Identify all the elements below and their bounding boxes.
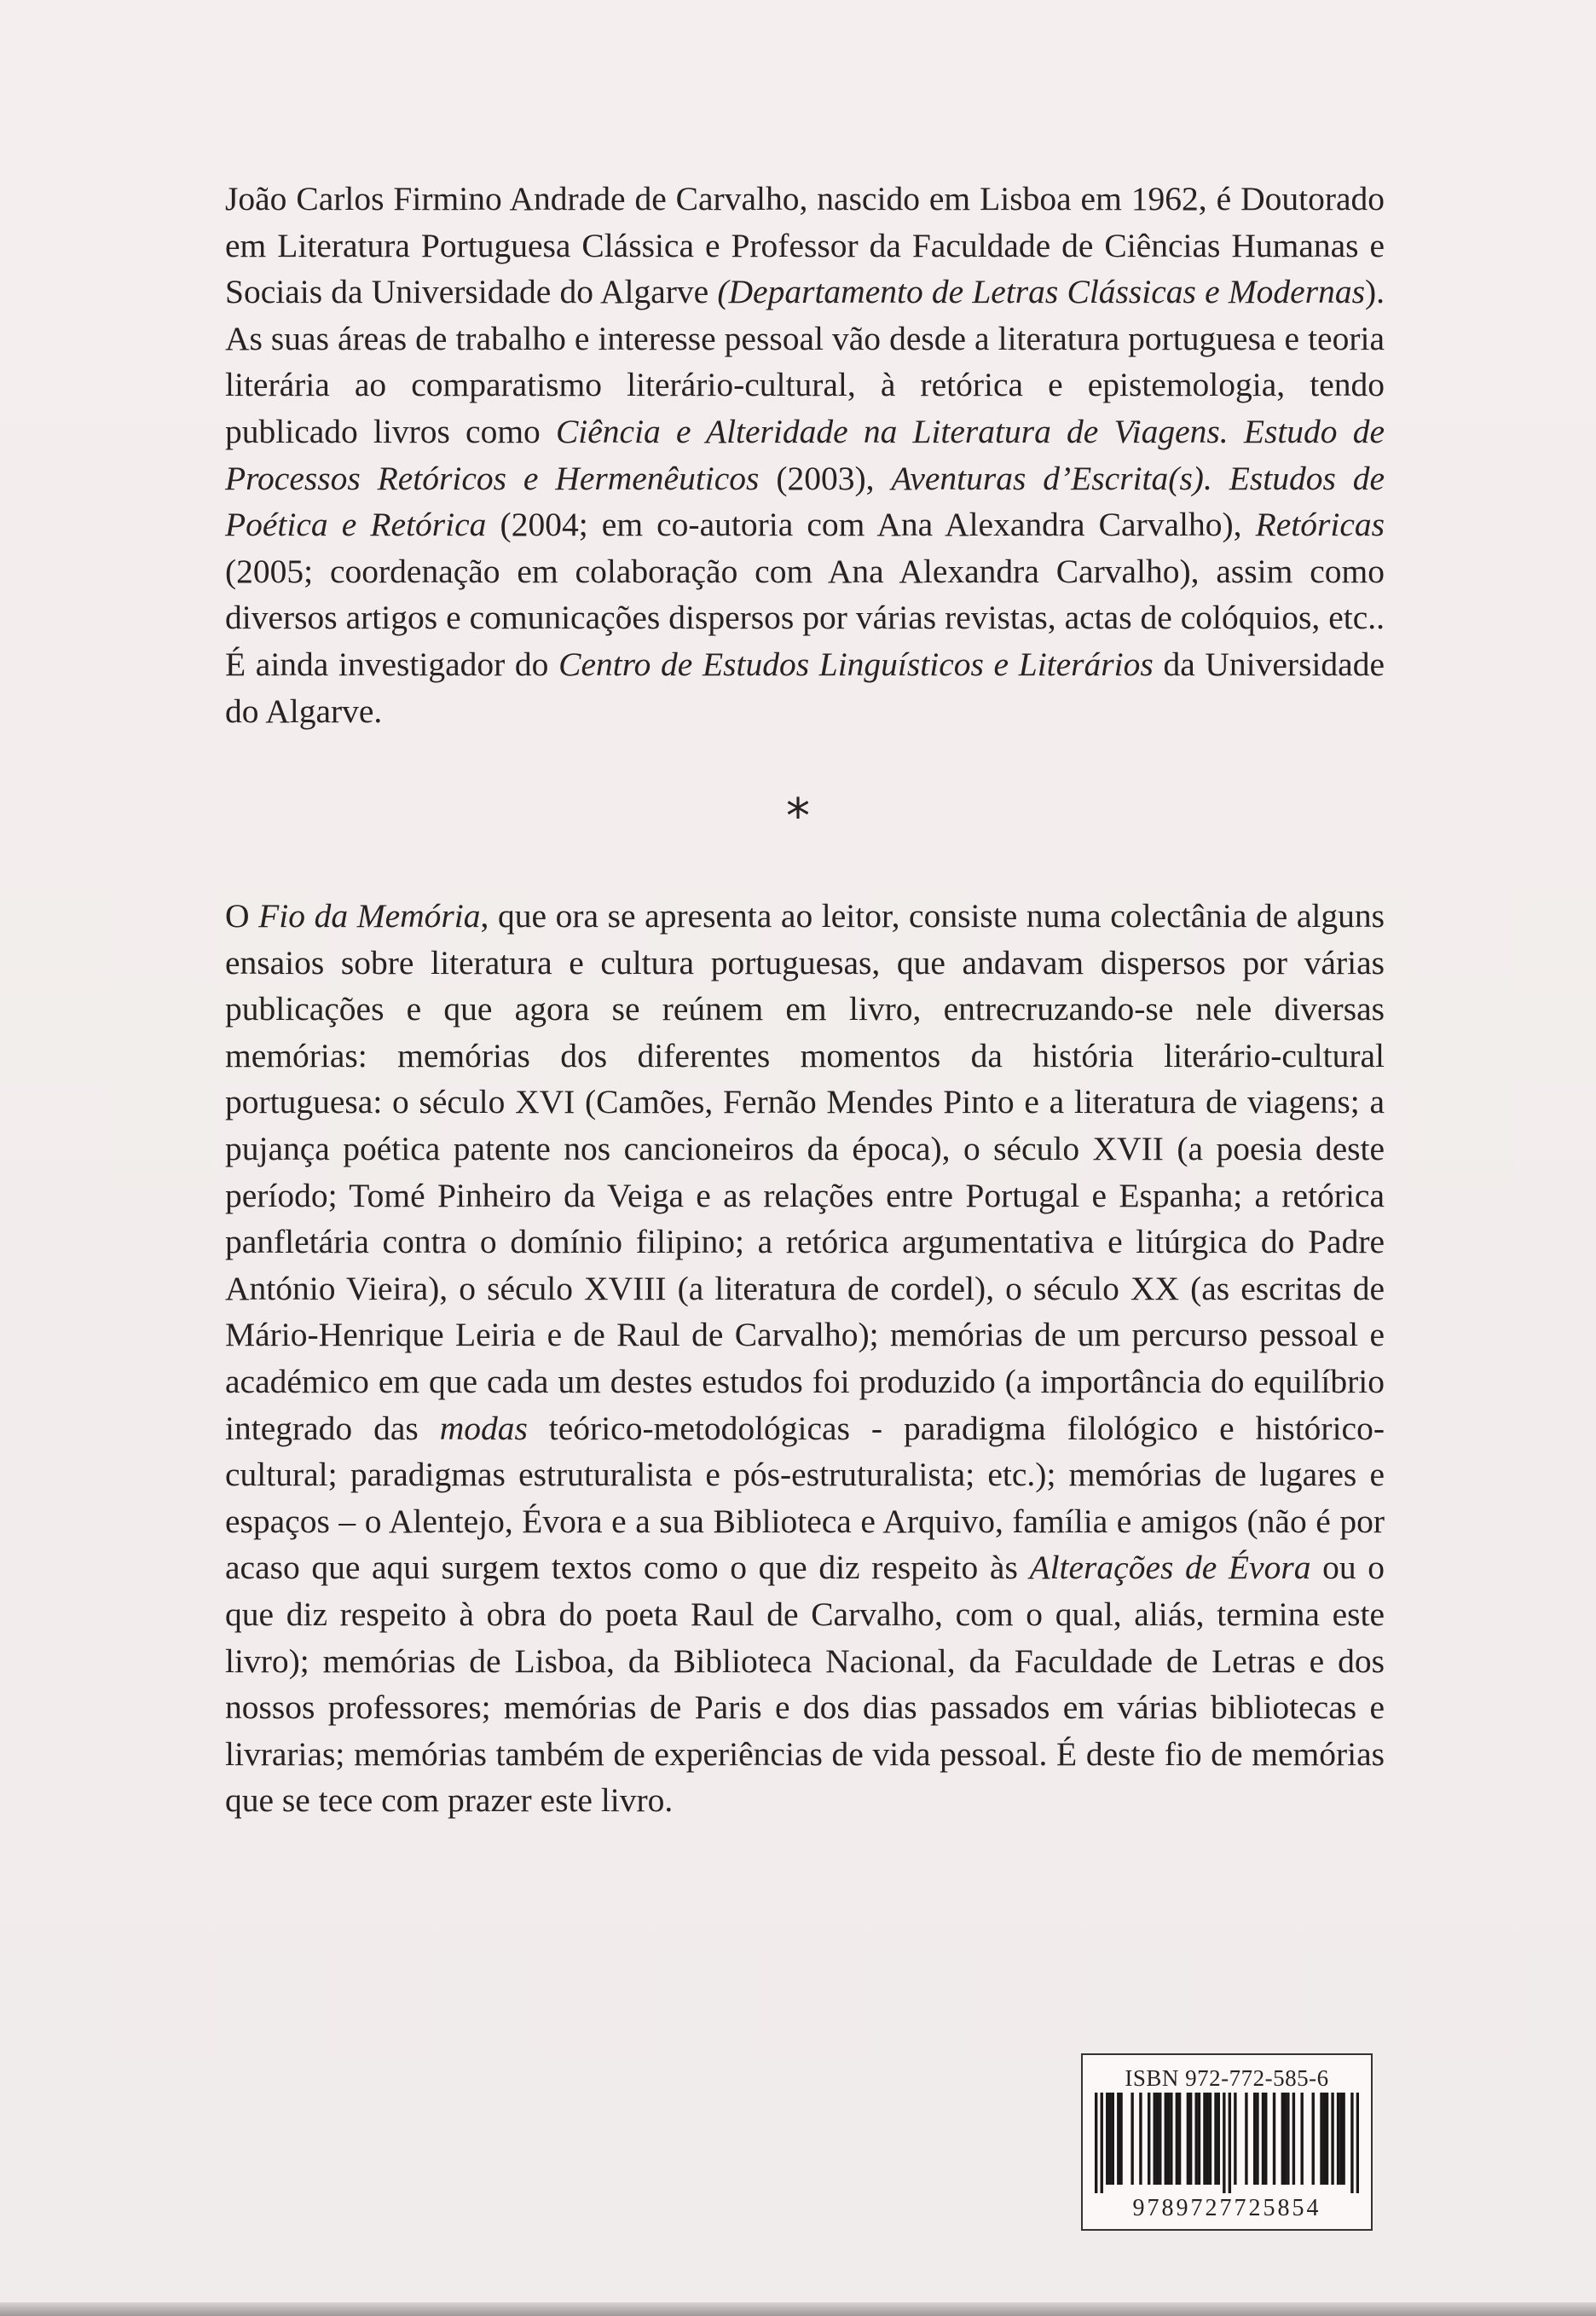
barcode-bar: [1356, 2093, 1359, 2193]
barcode-bar: [1167, 2093, 1170, 2185]
barcode-bar: [1117, 2093, 1119, 2185]
barcode-icon: [1095, 2093, 1359, 2193]
barcode-bar: [1214, 2093, 1217, 2185]
barcode-bar: [1154, 2093, 1156, 2185]
barcode-bar: [1139, 2093, 1142, 2185]
text-run: teórico-metodológicas - paradigma filológico e histórico-cultural; paradigmas estruturalista e pós-estruturalista; etc.); memórias de lugares e espaços – o Alentejo, Évora e a sua Biblioteca e Arquivo, família e amigos (não é por acaso que aqui surgem textos como o que diz respeito às: [225, 1409, 1385, 1587]
barcode-bar: [1203, 2093, 1206, 2185]
italic-title-run: Alterações de Évora: [1029, 1549, 1311, 1587]
barcode-bar: [1337, 2093, 1339, 2185]
barcode-bar: [1178, 2093, 1181, 2185]
barcode-bar: [1262, 2093, 1264, 2185]
barcode-bar: [1119, 2093, 1122, 2185]
isbn-label: ISBN 972-772-585-6: [1125, 2065, 1329, 2091]
barcode-bar: [1331, 2093, 1333, 2185]
barcode-bar: [1312, 2093, 1315, 2185]
text-run: da Universidade do Algarve.: [225, 645, 1385, 730]
barcode-bar: [1130, 2093, 1133, 2185]
barcode-bar: [1187, 2093, 1189, 2185]
section-separator-asterisk: *: [786, 789, 810, 844]
barcode-bar: [1209, 2093, 1211, 2185]
italic-title-run: Ciência e Alteridade na Literatura de Viagens. Estudo de Processos Retóricos e Hermenêuticos: [225, 412, 1385, 497]
barcode-bar: [1287, 2093, 1289, 2185]
barcode-bar: [1326, 2093, 1328, 2185]
italic-title-run: Retóricas: [1255, 506, 1385, 544]
barcode-bar: [1189, 2093, 1192, 2185]
barcode-bar: [1106, 2093, 1108, 2185]
barcode-bar: [1342, 2093, 1344, 2185]
barcode-bar: [1253, 2093, 1256, 2185]
italic-title-run: Centro de Estudos Linguísticos e Literários: [558, 645, 1154, 683]
barcode-bar: [1223, 2093, 1225, 2193]
barcode-bar: [1206, 2093, 1209, 2185]
barcode-bar: [1320, 2093, 1322, 2185]
barcode-bar: [1148, 2093, 1150, 2185]
barcode-bar: [1350, 2093, 1353, 2193]
barcode-bar: [1323, 2093, 1326, 2185]
barcode-bar: [1194, 2093, 1197, 2185]
barcode-bar: [1170, 2093, 1172, 2185]
barcode-bar: [1101, 2093, 1103, 2193]
italic-title-run: Fio da Memória: [258, 897, 481, 935]
barcode-bar: [1339, 2093, 1342, 2185]
barcode-bar: [1108, 2093, 1111, 2185]
barcode-bar: [1229, 2093, 1231, 2193]
text-run: João Carlos Firmino Andrade de Carvalho, nascido em Lisboa em 1962, é Doutorado em Literatura Portuguesa Clássica e Professor da Faculdade de Ciências Humanas e Sociais da Universidade do Algarve: [225, 180, 1385, 311]
text-run: (2005; coordenação em colaboração com Ana Alexandra Carvalho), assim como diversos artigos e comunicações dispersos por várias revistas, actas de colóquios, etc.. É ainda investigador do: [225, 552, 1385, 683]
barcode-bar: [1159, 2093, 1161, 2185]
text-run: , que ora se apresenta ao leitor, consiste numa colectânia de alguns ensaios sobre literatura e cultura portuguesas, que andavam dispersos por várias publicações e que agora se reúnem em livro, entrecruzando-se nele diversas memórias: memórias dos diferentes momentos da história literário-cultural portuguesa: o século XVI (Camões, Fernão Mendes Pinto e a literatura de viagens; a pujança poética patente nos cancioneiros da época), o século XVII (a poesia deste período; Tomé Pinheiro da Veiga e as relações entre Portugal e Espanha; a retórica panfletária contra o domínio filipino; a retórica argumentativa e litúrgica do Padre António Vieira), o século XVIII (a literatura de cordel), o século XX (as escritas de Mário-Henrique Leiria e de Raul de Carvalho); memórias de um percurso pessoal e académico em que cada um destes estudos foi produzido (a importância do equilíbrio integrado das: [225, 897, 1385, 1447]
barcode-bar: [1281, 2093, 1284, 2185]
barcode-bar: [1300, 2093, 1303, 2185]
isbn-barcode-box: [1081, 2053, 1373, 2231]
italic-title-run: Aventuras d’Escrita(s). Estudos de Poética e Retórica: [225, 459, 1385, 544]
text-run: O: [225, 897, 259, 935]
barcode-bar: [1245, 2093, 1247, 2185]
barcode-bar: [1095, 2093, 1097, 2193]
text-run: ou o que diz respeito à obra do poeta Raul de Carvalho, com o qual, aliás, termina este livro); memórias de Lisboa, da Biblioteca Nacional, da Faculdade de Letras e dos nossos professores; memórias de Paris e dos dias passados em várias bibliotecas e livrarias; memórias também de experiências de vida pessoal. É deste fio de memórias que se tece com prazer este livro.: [225, 1549, 1385, 1820]
barcode-bar: [1112, 2093, 1114, 2185]
barcode-bar: [1264, 2093, 1267, 2185]
page-bottom-edge: [0, 2302, 1596, 2316]
barcode-bar: [1156, 2093, 1159, 2185]
barcode-bar: [1217, 2093, 1220, 2185]
ean-digits: 9789727725854: [1132, 2195, 1321, 2221]
barcode-bar: [1256, 2093, 1258, 2185]
barcode-bar: [1284, 2093, 1287, 2185]
barcode-bar: [1234, 2093, 1236, 2185]
text-run: (2004; em co-autoria com Ana Alexandra Carvalho),: [486, 506, 1256, 544]
barcode-bar: [1165, 2093, 1167, 2185]
barcode-bar: [1176, 2093, 1178, 2185]
italic-title-run: modas: [439, 1409, 528, 1447]
barcode-bar: [1273, 2093, 1275, 2185]
barcode-bar: [1198, 2093, 1200, 2185]
author-bio-paragraph: [225, 176, 1385, 734]
text-run: (2003),: [759, 459, 892, 497]
text-run: ). As suas áreas de trabalho e interesse pessoal vão desde a literatura portuguesa e teoria literária ao comparatismo literário-cultural, à retórica e epistemologia, tendo publicado livros como: [225, 273, 1385, 450]
barcode-bar: [1292, 2093, 1295, 2185]
book-summary-paragraph: [225, 893, 1385, 1824]
italic-title-run: (Departamento de Letras Clássicas e Modernas: [717, 273, 1365, 311]
